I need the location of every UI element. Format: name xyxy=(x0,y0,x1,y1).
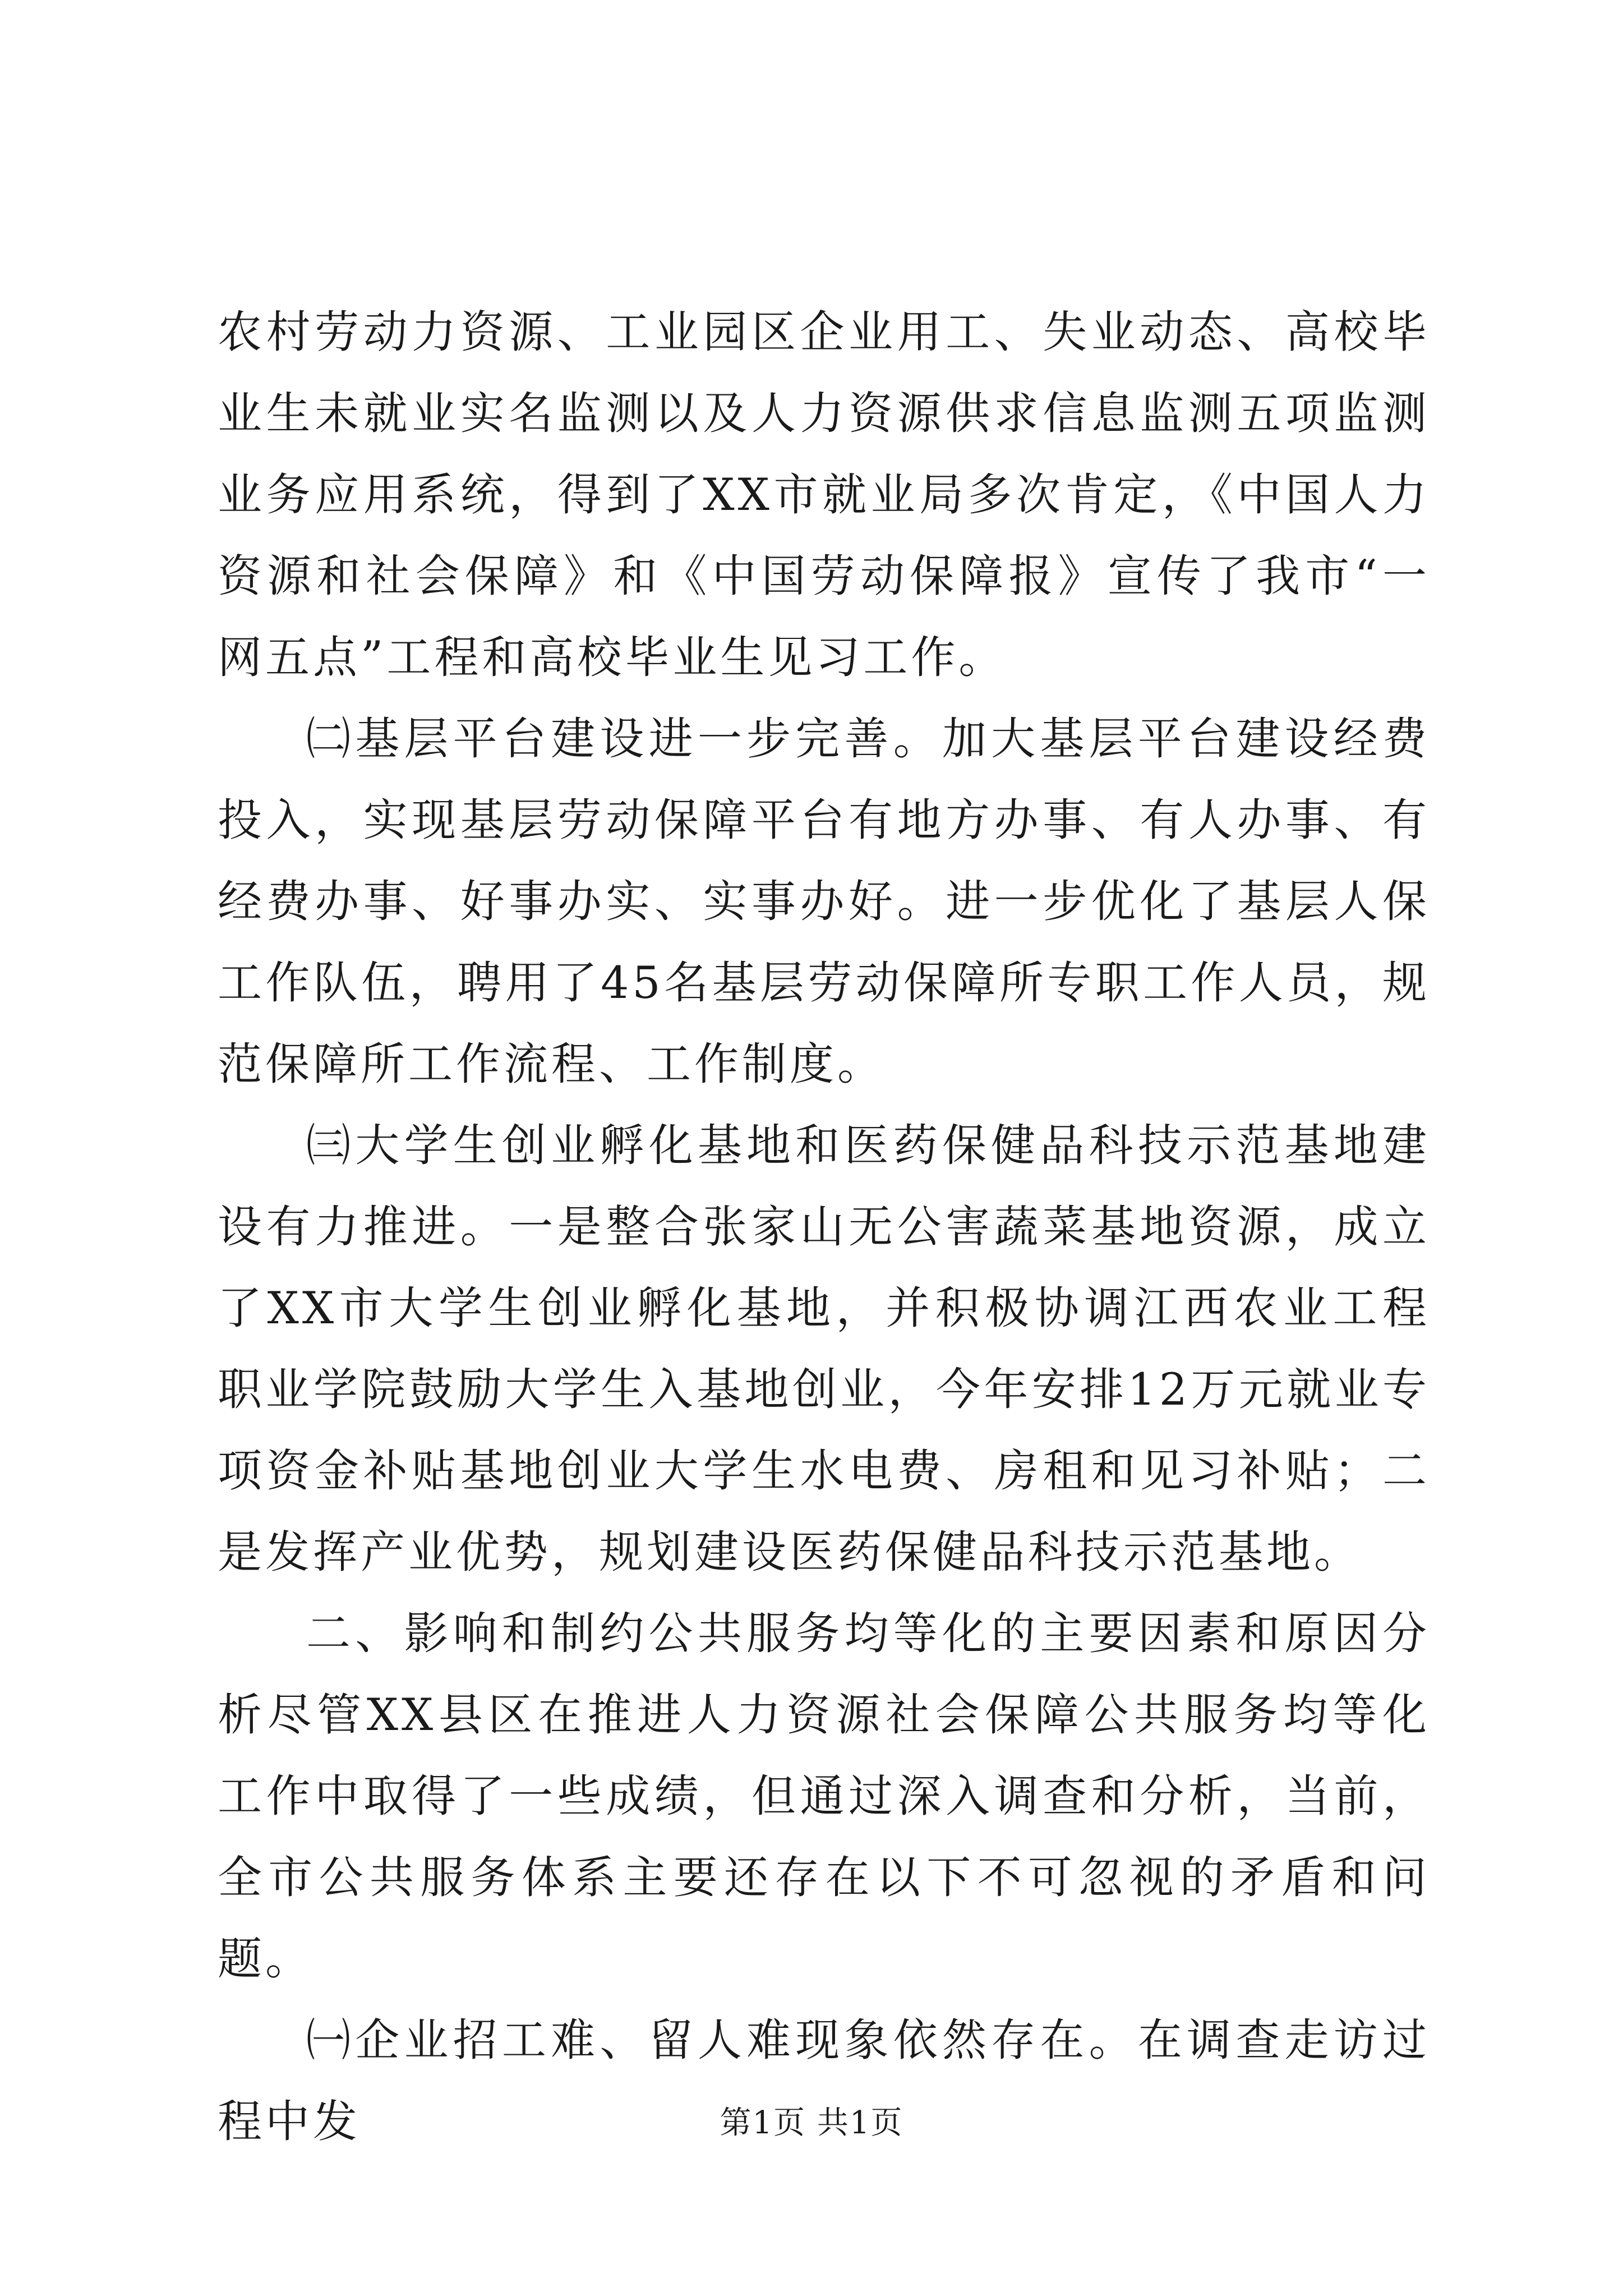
paragraph-continuation: 农村劳动力资源、工业园区企业用工、失业动态、高校毕业生未就业实名监测以及人力资源供求信息监测五项监测业务应用系统，得到了XX市就业局多次肯定，《中国人力资源和社会保障》和《中国劳动保障报》宣传了我市“一网五点”工程和高校毕业生见习工作。 xyxy=(218,306,1430,683)
page-number-label: 第1页 共1页 xyxy=(720,2105,903,2141)
paragraph-section-3: ㈢大学生创业孵化基地和医药保健品科技示范基地建设有力推进。一是整合张家山无公害蔬菜基地资源，成立了XX市大学生创业孵化基地，并积极协调江西农业工程职业学院鼓励大学生入基地创业，今年安排12万元就业专项资金补贴基地创业大学生水电费、房租和见习补贴；二是发挥产业优势，规划建设医药保健品科技示范基地。 xyxy=(218,1120,1430,1578)
paragraph-section-2: ㈡基层平台建设进一步完善。加大基层平台建设经费投入，实现基层劳动保障平台有地方办事、有人办事、有经费办事、好事办实、实事办好。进一步优化了基层人保工作队伍，聘用了45名基层劳动保障所专职工作人员，规范保障所工作流程、工作制度。 xyxy=(218,713,1430,1090)
page-footer xyxy=(0,2098,1623,2143)
paragraph-section-1: ㈠企业招工难、留人难现象依然存在。在调查走访过程中发 xyxy=(218,2014,1430,2147)
paragraph-heading-two: 二、影响和制约公共服务均等化的主要因素和原因分析尽管XX县区在推进人力资源社会保障公共服务均等化工作中取得了一些成绩，但通过深入调查和分析，当前，全市公共服务体系主要还存在以下不可忽视的矛盾和问题。 xyxy=(218,1608,1430,1985)
document-body xyxy=(218,292,1430,2162)
